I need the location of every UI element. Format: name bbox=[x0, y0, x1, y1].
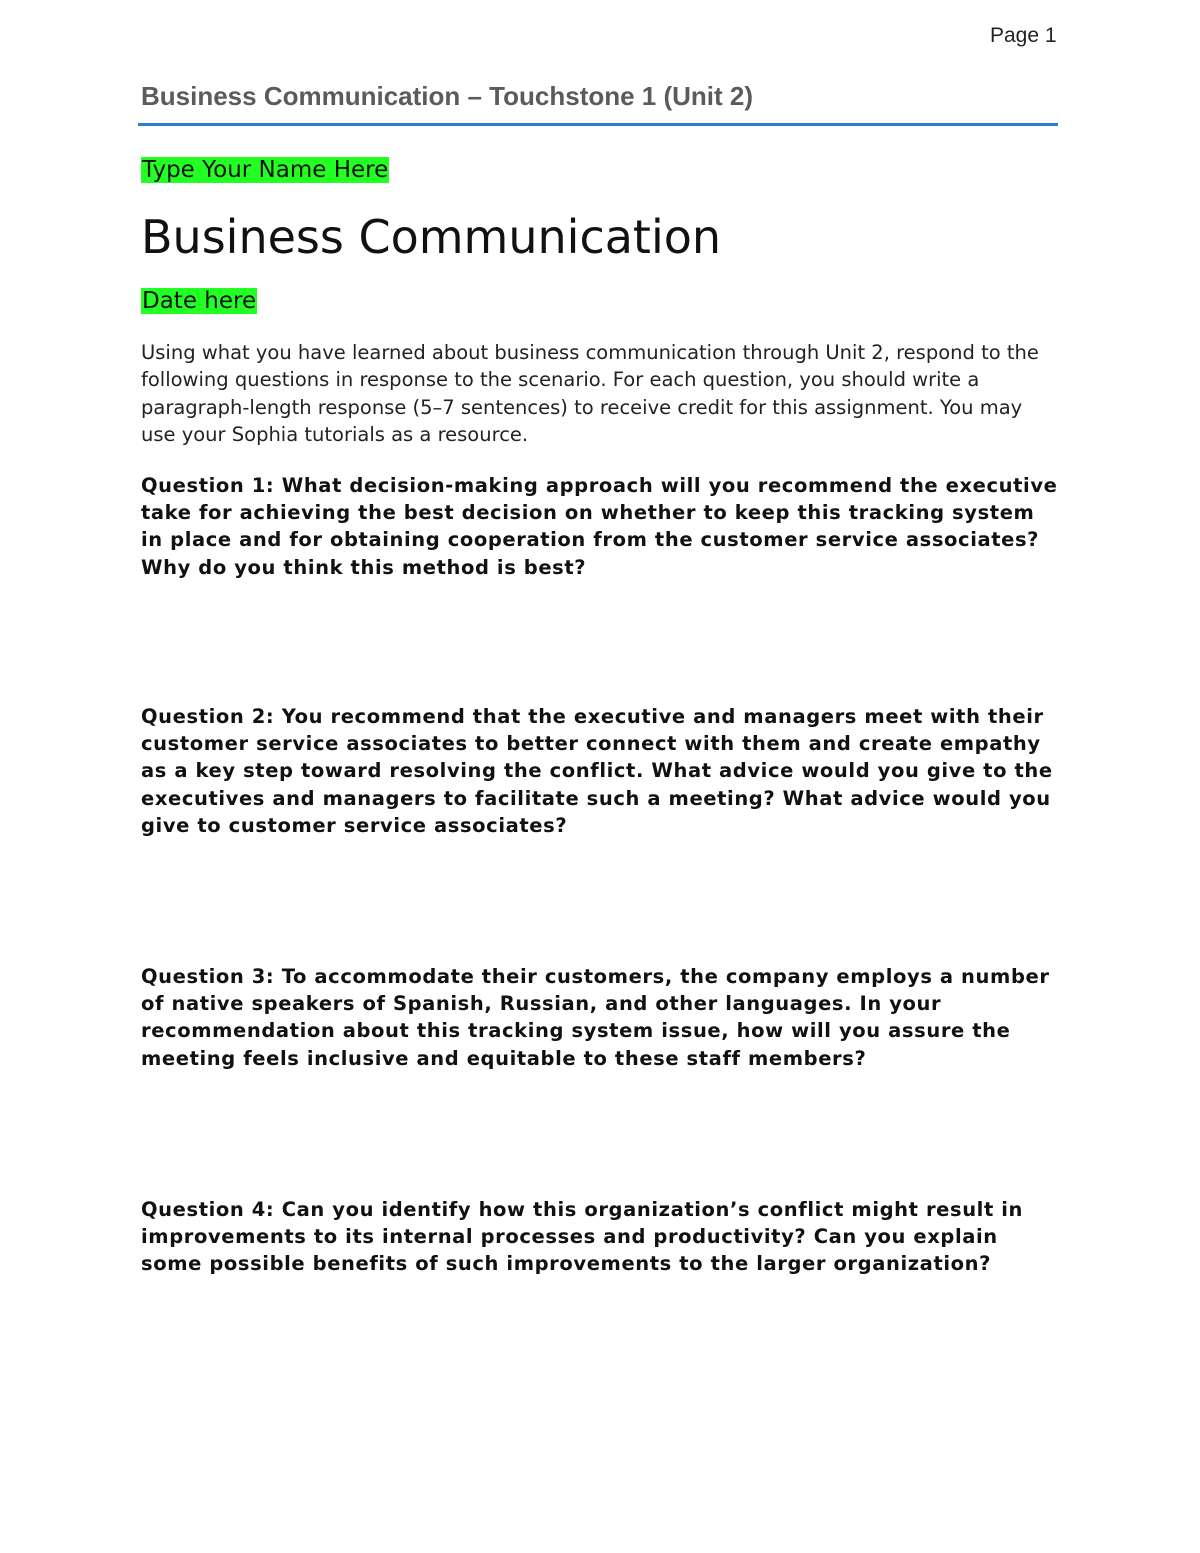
intro-paragraph: Using what you have learned about business communication through Unit 2, respond to the following questions in response to the scenario. For each question, you should write a paragraph-length response (5–7 sentences) to receive credit for this assignment. You may use your Sophia tutorials as a resource. bbox=[141, 341, 1039, 447]
date-field[interactable] bbox=[141, 285, 257, 317]
name-field[interactable] bbox=[141, 154, 389, 186]
header-rule bbox=[138, 123, 1058, 126]
question-3: Question 3: To accommodate their customers, the company employs a number of native speakers of Spanish, Russian, and other languages. In your recommendation about this tracking system issue, how will you assure the meeting feels inclusive and equitable to these staff members? bbox=[141, 965, 1050, 1070]
name-placeholder: Type Your Name Here bbox=[142, 157, 389, 183]
question-4: Question 4: Can you identify how this organization’s conflict might result in improvements to its internal processes and productivity? Can you explain some possible benefits of such improvements to the larger organization? bbox=[141, 1198, 1024, 1276]
date-placeholder: Date here bbox=[142, 288, 257, 314]
document-title: Business Communication bbox=[141, 210, 722, 264]
question-1: Question 1: What decision-making approach will you recommend the executive take for achieving the best decision on whether to keep this tracking system in place and for obtaining cooperation from the customer service associates? Why do you think this method is best? bbox=[141, 474, 1058, 579]
page-number: Page 1 bbox=[990, 24, 1057, 47]
question-2: Question 2: You recommend that the executive and managers meet with their customer service associates to better connect with them and create empathy as a key step toward resolving the conflict. What advice would you give to the executives and managers to facilitate such a meeting? What advice would you give to customer service associates? bbox=[141, 705, 1053, 837]
header-title: Business Communication – Touchstone 1 (Unit 2) bbox=[141, 81, 754, 111]
